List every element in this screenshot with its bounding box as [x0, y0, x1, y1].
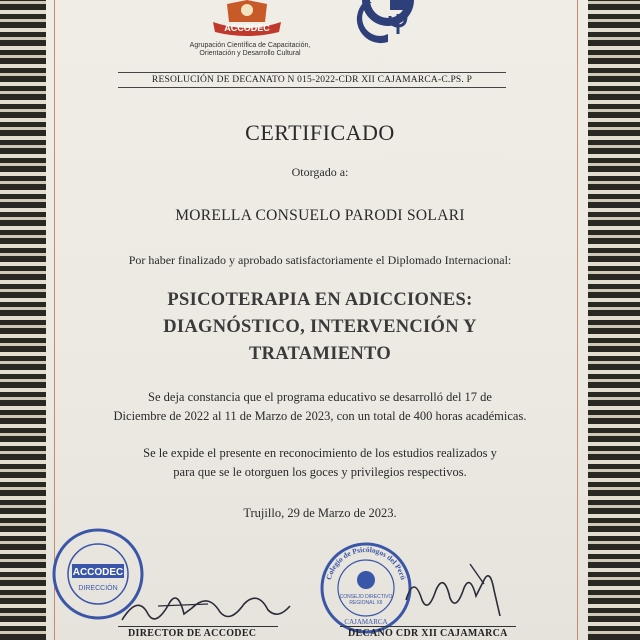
psychologists-college-logo [350, 0, 426, 46]
dean-signature-line [340, 626, 516, 627]
seal-left-sub: DIRECCIÓN [78, 585, 118, 592]
course-line-2: DIAGNÓSTICO, INTERVENCIÓN Y [163, 317, 477, 337]
seal-right-bottom: CAJAMARCA [344, 618, 388, 626]
issue-date: Trujillo, 29 de Marzo de 2023. [243, 506, 397, 520]
award-reason: Por haber finalizado y aprobado satisfactoriamente el Diplomado Internacional: [128, 253, 512, 267]
director-signature-line [118, 626, 278, 627]
ornamental-border-right [588, 0, 640, 640]
recipient-name: MORELLA CONSUELO PARODI SOLARI [175, 207, 465, 224]
director-signature [118, 584, 294, 632]
director-label: DIRECTOR DE ACCODEC [128, 628, 257, 639]
program-duration-text: Se deja constancia que el programa educativo se desarrolló del 17 de Diciembre de 2022 al 11 de Marzo de 2023, con un total de 400 horas académicas. [113, 390, 527, 423]
course-line-3: TRATAMIENTO [248, 344, 392, 364]
resolution-number: RESOLUCIÓN DE DECANATO N 015-2022-CDR XII CAJAMARCA-C.PS. P [118, 72, 506, 88]
accodec-logo [205, 0, 289, 38]
seal-right-sub1: CONSEJO DIRECTIVO [339, 594, 393, 600]
dean-signature [400, 560, 510, 624]
course-line-1: PSICOTERAPIA EN ADICCIONES: [167, 290, 473, 310]
course-name [60, 287, 580, 368]
seal-right-top: Colegio de Psicólogos del Perú [324, 544, 408, 581]
dean-label: DECANO CDR XII CAJAMARCA [348, 628, 508, 639]
accodec-logo-text: ACCODEC [224, 23, 270, 33]
ornamental-border-left [0, 0, 46, 640]
seal-left-name: ACCODEC [72, 567, 124, 578]
seal-right-sub2: REGIONAL XII [349, 600, 383, 606]
certificate-title: CERTIFICADO [245, 120, 395, 145]
organization-name: Agrupación Científica de Capacitación, Orientación y Desarrollo Cultural [189, 42, 311, 57]
recognition-text: Se le expide el presente en reconocimiento de los estudios realizados y para que se le otorguen los goces y privilegios respectivos. [143, 446, 497, 479]
granted-to-label: Otorgado a: [291, 165, 349, 179]
